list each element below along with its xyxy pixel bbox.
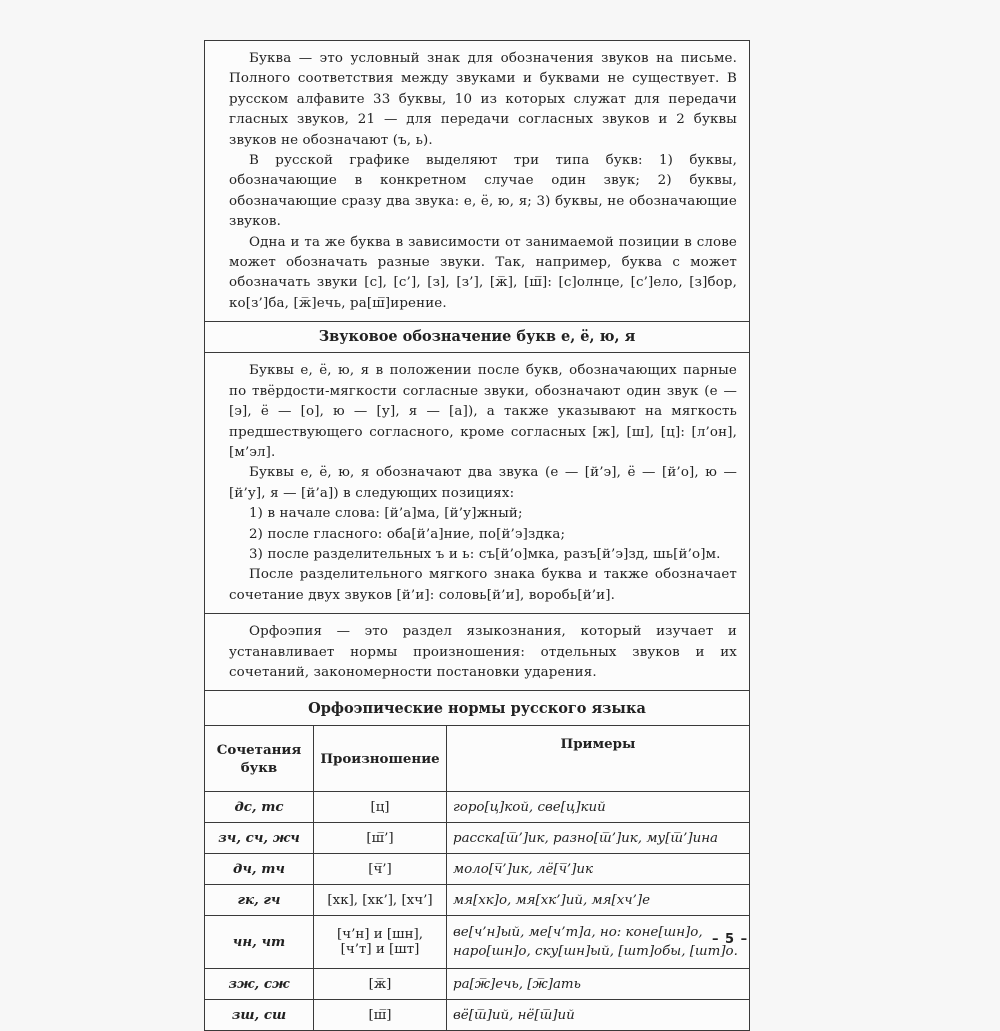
intro-paragraph-1: Буква — это условный знак для обозначения звуков на письме. Полного соответствия между звуками и буквами не существует. В русском алфавите 33 буквы, 10 из которых служат для передачи гласных звуков, 21 — для передачи согласных звуков и 2 буквы звуков не обозначают (ъ, ь). [229,51,737,148]
intro-paragraph-2: В русской графике выделяют три типа букв: 1) буквы, обозначающие в конкретном случае один звук; 2) буквы, обозначающие сразу два звука: е, ё, ю, я; 3) буквы, не обозначающие звуков. [229,153,737,230]
cell-combination: дс, тс [205,792,314,823]
table-row [205,916,749,969]
cell-combination: зш, сш [205,1000,314,1031]
table-row [205,1000,749,1031]
cell-pronunciation: [хк], [хк’], [хч’] [314,885,447,916]
table-header-row [205,726,749,792]
cell-pronunciation: [ц] [314,792,447,823]
vowels-paragraph-last: После разделительного мягкого знака буква и также обозначает сочетание двух звуков [й’и]: соловь[й’и], воробь[й’и]. [229,567,737,603]
section-heading-vowels: Звуковое обозначение букв е, ё, ю, я [205,321,749,352]
table-title: Орфоэпические нормы русского языка [205,690,749,725]
page-frame [204,40,750,1031]
intro-section [205,41,749,321]
cell-examples: мя[хк]о, мя[хк’]ий, мя[хч’]е [447,885,750,916]
cell-examples: моло[ч̅’]ик, лё[ч̅’]ик [447,854,750,885]
orthoepy-table [205,725,749,1030]
cell-examples: ве[ч’н]ый, ме[ч’т]а, но: коне[шн]о, наро[шн]о, ску[шн]ый, [шт]обы, [шт]о. [447,916,750,969]
header-combinations: Сочетания букв [205,726,314,792]
cell-pronunciation: [ш̅’] [314,823,447,854]
cell-combination: зч, сч, жч [205,823,314,854]
vowels-paragraph-2: Буквы е, ё, ю, я обозначают два звука (е — [й’э], ё — [й’о], ю — [й’у], я — [й’а]) в следующих позициях: [229,465,737,501]
header-pronunciation: Произношение [314,726,447,792]
cell-examples: ра[ж̅]ечь, [ж̅]ать [447,969,750,1000]
cell-pronunciation: [ч’н] и [шн], [ч’т] и [шт] [314,916,447,969]
page-number: – 5 – [712,932,749,947]
cell-combination: чн, чт [205,916,314,969]
table-row [205,885,749,916]
cell-pronunciation: [ч̅’] [314,854,447,885]
cell-pronunciation: [ш̅] [314,1000,447,1031]
vowels-position-3: 3) после разделительных ъ и ь: съ[й’о]мка, разъ[й’э]зд, шь[й’о]м. [249,546,721,562]
cell-combination: дч, тч [205,854,314,885]
orthoepy-section [205,613,749,690]
vowels-section [205,352,749,613]
orthoepy-definition: Орфоэпия — это раздел языкознания, который изучает и устанавливает нормы произношения: отдельных звуков и их сочетаний, закономерности постановки ударения. [229,624,737,680]
cell-combination: зж, сж [205,969,314,1000]
vowels-position-2: 2) после гласного: оба[й’а]ние, по[й’э]здка; [249,526,566,542]
cell-examples: вё[ш̅]ий, нё[ш̅]ий [447,1000,750,1031]
vowels-paragraph-1: Буквы е, ё, ю, я в положении после букв, обозначающих парные по твёрдости-мягкости согласные звуки, обозначают один звук (е — [э], ё — [о], ю — [у], я — [а]), а также указывают на мягкость предшествующего согласного, кроме согласных [ж], [ш], [ц]: [л’он], [м’эл]. [229,363,737,460]
intro-paragraph-3: Одна и та же буква в зависимости от занимаемой позиции в слове может обозначать разные звуки. Так, например, буква с может обозначать звуки [с], [с’], [з], [з’], [ж̅], [ш̅]: [с]олнце, [с’]ело, [з]бор, ко[з’]ба, [ж̅]ечь, ра[ш̅]ирение. [229,234,737,311]
header-examples: Примеры [447,726,750,792]
table-row [205,854,749,885]
table-row [205,969,749,1000]
cell-combination: гк, гч [205,885,314,916]
cell-pronunciation: [ж̅] [314,969,447,1000]
table-row [205,823,749,854]
cell-examples: расска[ш̅’]ик, разно[ш̅’]ик, му[ш̅’]ина [447,823,750,854]
cell-examples: горо[ц]кой, све[ц]кий [447,792,750,823]
table-row [205,792,749,823]
vowels-position-1: 1) в начале слова: [й’а]ма, [й’у]жный; [249,506,523,522]
